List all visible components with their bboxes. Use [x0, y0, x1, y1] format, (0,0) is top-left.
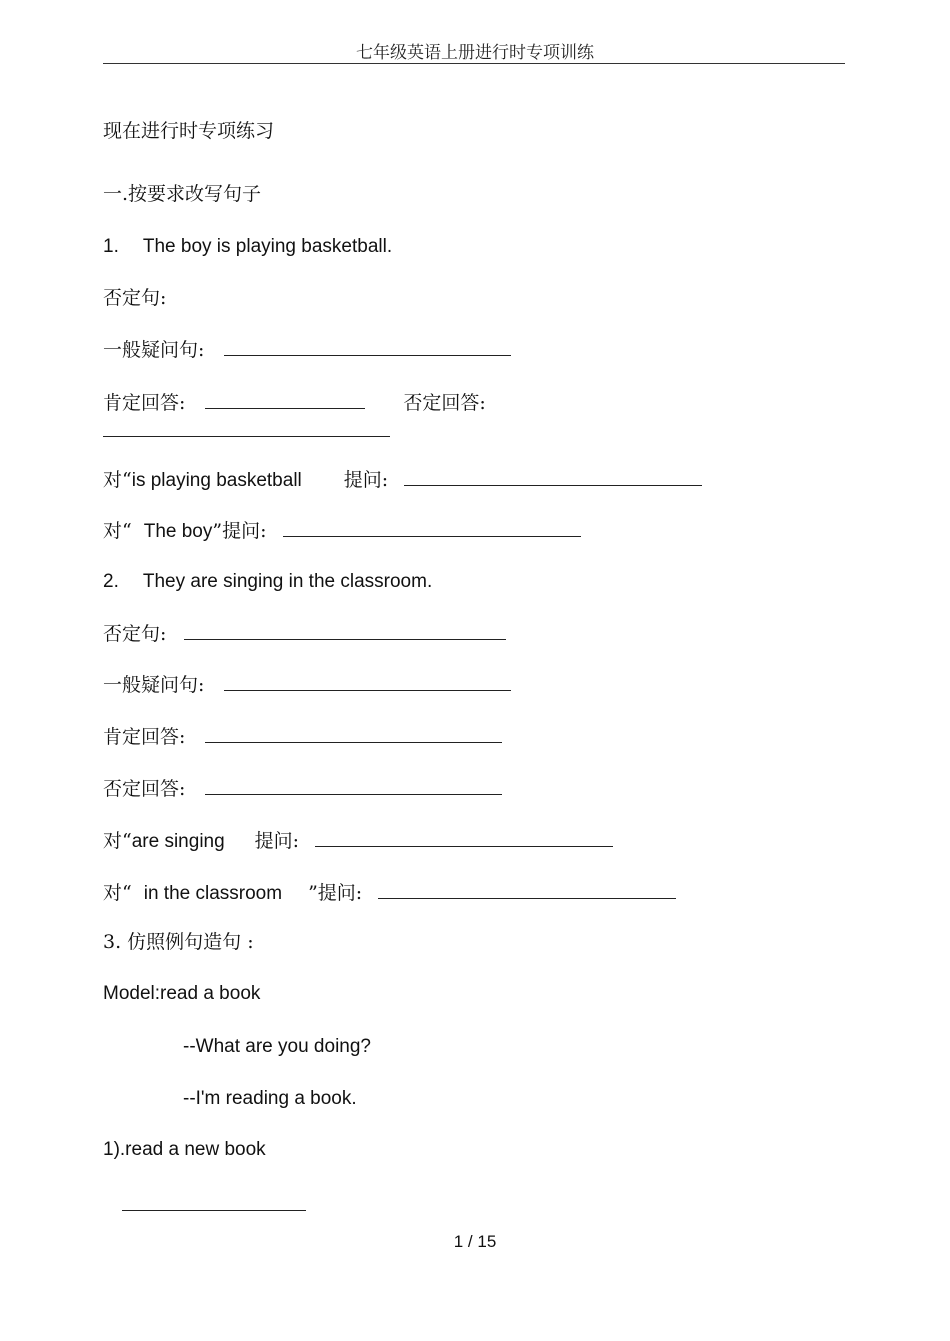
- ask-prefix: 对“: [103, 520, 132, 542]
- answer-blank[interactable]: [184, 621, 506, 640]
- ask-phrase: The boy: [143, 521, 213, 542]
- q2-yesno-row: [103, 672, 511, 698]
- yesno-label: 一般疑问句:: [103, 674, 205, 696]
- ask-suffix: ”提问:: [308, 882, 363, 904]
- answer-blank[interactable]: [103, 418, 390, 437]
- answer-blank[interactable]: [283, 518, 581, 537]
- document-title: 现在进行时专项练习: [103, 120, 275, 142]
- answer-blank[interactable]: [205, 390, 365, 409]
- positive-answer-label: 肯定回答:: [103, 726, 186, 748]
- answer-blank[interactable]: [205, 776, 502, 795]
- ask-prefix: 对“: [103, 469, 132, 491]
- q2-negative-row: [103, 621, 506, 647]
- ask-phrase: are singing: [131, 831, 225, 852]
- page-separator: /: [467, 1232, 473, 1251]
- header-divider: [103, 63, 845, 64]
- answer-blank[interactable]: [224, 672, 511, 691]
- answer-blank[interactable]: [224, 337, 511, 356]
- question-3-heading: 3. 仿照例句造句 :: [103, 931, 254, 953]
- q2-positive-answer-row: [103, 724, 502, 750]
- model-answer: --I'm reading a book.: [183, 1088, 357, 1109]
- negative-label: 否定句:: [103, 623, 167, 645]
- page-number: [0, 1232, 950, 1252]
- yesno-label: 一般疑问句:: [103, 339, 205, 361]
- q1-ask2-row: [103, 518, 581, 544]
- negative-answer-label: 否定回答:: [103, 778, 186, 800]
- q1-answers-row: [103, 390, 486, 416]
- exercise-item-1: 1).read a new book: [103, 1139, 266, 1160]
- q1-ask1-row: [103, 467, 702, 493]
- answer-blank[interactable]: [315, 828, 613, 847]
- question-sentence: They are singing in the classroom.: [142, 571, 433, 592]
- ask-phrase: in the classroom: [143, 883, 283, 904]
- model-question: --What are you doing?: [183, 1036, 371, 1057]
- q1-negative-label: 否定句:: [103, 287, 167, 309]
- q1-negative-answer-blank-row: [103, 418, 390, 444]
- answer-blank[interactable]: [205, 724, 502, 743]
- answer-blank[interactable]: [378, 880, 676, 899]
- question-number: 1.: [103, 236, 119, 257]
- exercise-item-1-blank-row: [122, 1192, 306, 1218]
- q2-ask1-row: [103, 828, 613, 854]
- ask-suffix: 提问:: [254, 830, 300, 852]
- answer-blank[interactable]: [404, 467, 702, 486]
- running-header: 七年级英语上册进行时专项训练: [356, 43, 594, 63]
- page-current: 1: [453, 1232, 464, 1251]
- ask-suffix: 提问:: [343, 469, 389, 491]
- q1-yesno-row: [103, 337, 511, 363]
- ask-prefix: 对“: [103, 882, 132, 904]
- question-number: 2.: [103, 571, 119, 592]
- question-sentence: The boy is playing basketball.: [142, 236, 393, 257]
- model-line: Model:read a book: [103, 983, 261, 1004]
- ask-prefix: 对“: [103, 830, 132, 852]
- question-1: [103, 235, 392, 259]
- positive-answer-label: 肯定回答:: [103, 392, 186, 414]
- negative-answer-label: 否定回答:: [403, 392, 486, 414]
- q2-negative-answer-row: [103, 776, 502, 802]
- section-heading: 一.按要求改写句子: [103, 183, 262, 205]
- page-total: 15: [477, 1232, 497, 1251]
- ask-suffix: ”提问:: [212, 520, 267, 542]
- answer-blank[interactable]: [122, 1192, 306, 1211]
- q2-ask2-row: [103, 880, 676, 906]
- ask-phrase: is playing basketball: [131, 470, 302, 491]
- question-2: [103, 570, 432, 594]
